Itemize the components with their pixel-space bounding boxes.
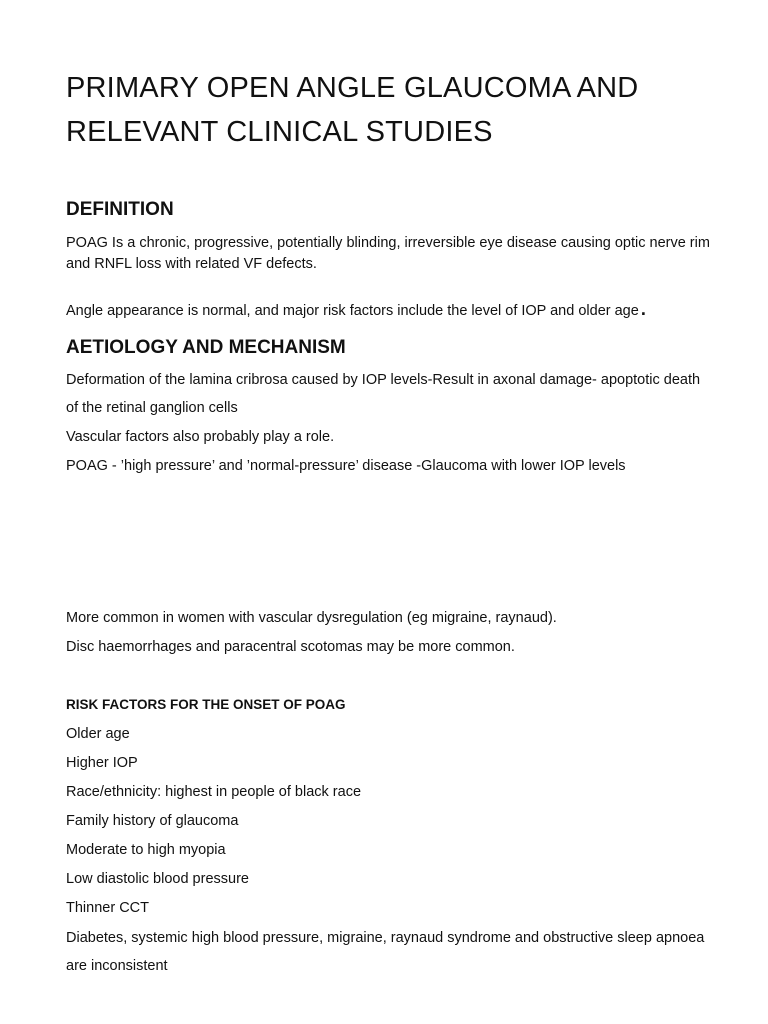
- risk-factor-item: Higher IOP: [66, 755, 138, 771]
- definition-paragraph-2: [66, 299, 716, 322]
- risk-factor-item: Diabetes, systemic high blood pressure, migraine, raynaud syndrome and obstructive sleep apnoea are inconsistent: [66, 930, 705, 974]
- risk-factor-item: Older age: [66, 726, 130, 742]
- definition-paragraph-2-text: Angle appearance is normal, and major risk factors include the level of IOP and older age: [66, 303, 639, 319]
- risk-factor-item: Low diastolic blood pressure: [66, 871, 249, 887]
- risk-factor-item: Moderate to high myopia: [66, 842, 226, 858]
- document-title: PRIMARY OPEN ANGLE GLAUCOMA AND RELEVANT CLINICAL STUDIES: [66, 72, 639, 148]
- definition-paragraph-1: POAG Is a chronic, progressive, potentially blinding, irreversible eye disease causing optic nerve rim and RNFL loss with related VF defects.: [66, 235, 710, 272]
- aetiology-paragraph-3: POAG - ’high pressure’ and ’normal-pressure’ disease -Glaucoma with lower IOP levels: [66, 458, 626, 474]
- aetiology-heading: AETIOLOGY AND MECHANISM: [66, 337, 346, 358]
- risk-factor-item: Family history of glaucoma: [66, 813, 239, 829]
- definition-paragraph-2-period: .: [640, 299, 646, 319]
- definition-heading: DEFINITION: [66, 199, 174, 220]
- aetiology-paragraph-5: Disc haemorrhages and paracentral scotomas may be more common.: [66, 639, 515, 655]
- risk-factors-heading: RISK FACTORS FOR THE ONSET OF POAG: [66, 697, 346, 712]
- risk-factor-item: Race/ethnicity: highest in people of black race: [66, 784, 362, 800]
- aetiology-paragraph-1: Deformation of the lamina cribrosa caused by IOP levels-Result in axonal damage- apoptotic death of the retinal ganglion cells: [66, 372, 701, 416]
- risk-factor-item: Thinner CCT: [66, 900, 149, 916]
- aetiology-paragraph-2: Vascular factors also probably play a role.: [66, 429, 335, 445]
- aetiology-paragraph-4: More common in women with vascular dysregulation (eg migraine, raynaud).: [66, 610, 557, 626]
